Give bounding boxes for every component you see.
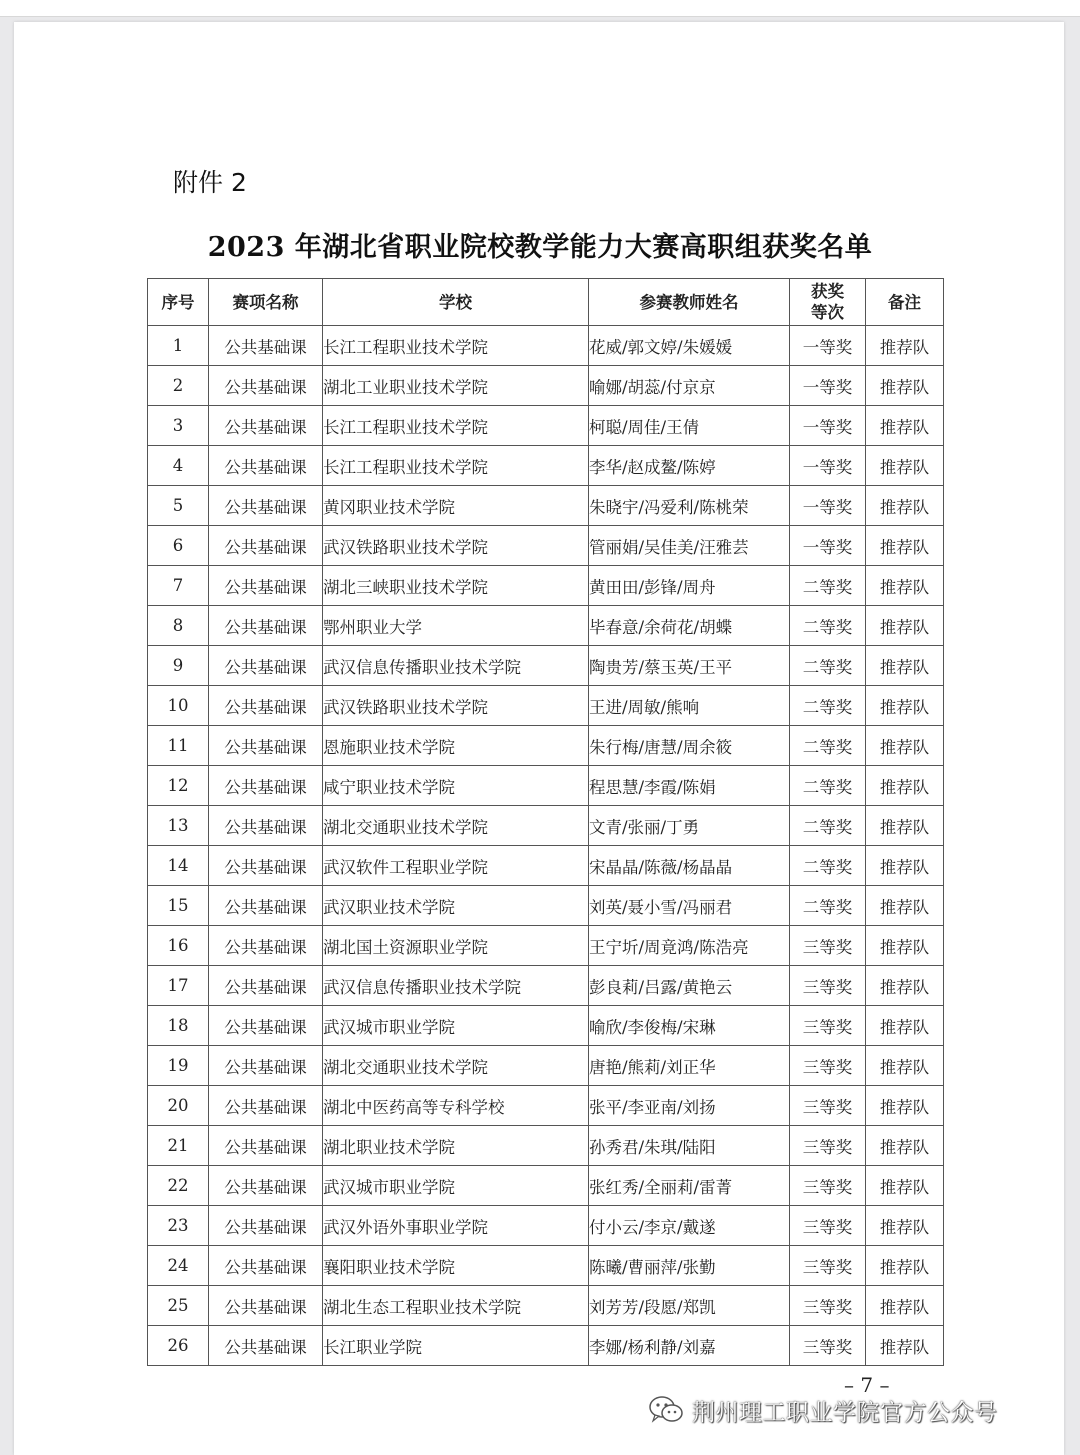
cell-teachers: 文青/张丽/丁勇	[589, 806, 790, 846]
cell-award: 一等奖	[790, 446, 866, 486]
document-title: 2023 年湖北省职业院校教学能力大赛高职组获奖名单	[207, 232, 873, 263]
cell-event: 公共基础课	[209, 1126, 323, 1166]
cell-no: 26	[148, 1326, 209, 1366]
cell-no: 2	[148, 366, 209, 406]
cell-school: 湖北生态工程职业技术学院	[323, 1286, 589, 1326]
cell-teachers: 宋晶晶/陈薇/杨晶晶	[589, 846, 790, 886]
cell-award: 三等奖	[790, 1166, 866, 1206]
cell-remark: 推荐队	[866, 1006, 944, 1046]
header-remark: 备注	[866, 279, 944, 326]
cell-award: 三等奖	[790, 1206, 866, 1246]
cell-remark: 推荐队	[866, 1046, 944, 1086]
cell-remark: 推荐队	[866, 1166, 944, 1206]
cell-award: 三等奖	[790, 1086, 866, 1126]
cell-remark: 推荐队	[866, 1246, 944, 1286]
cell-no: 8	[148, 606, 209, 646]
cell-teachers: 王进/周敏/熊响	[589, 686, 790, 726]
table-row	[148, 1326, 944, 1366]
table-row	[148, 1046, 944, 1086]
cell-event: 公共基础课	[209, 446, 323, 486]
table-row	[148, 1126, 944, 1166]
table-row	[148, 406, 944, 446]
cell-award: 三等奖	[790, 1326, 866, 1366]
cell-school: 武汉铁路职业技术学院	[323, 526, 589, 566]
cell-award: 三等奖	[790, 1126, 866, 1166]
cell-event: 公共基础课	[209, 1046, 323, 1086]
table-row	[148, 926, 944, 966]
cell-no: 3	[148, 406, 209, 446]
cell-remark: 推荐队	[866, 926, 944, 966]
cell-school: 湖北中医药高等专科学校	[323, 1086, 589, 1126]
cell-remark: 推荐队	[866, 1126, 944, 1166]
cell-no: 6	[148, 526, 209, 566]
cell-teachers: 李华/赵成鳌/陈婷	[589, 446, 790, 486]
header-award-line2: 等次	[811, 303, 844, 322]
cell-school: 鄂州职业大学	[323, 606, 589, 646]
cell-teachers: 付小云/李京/戴遂	[589, 1206, 790, 1246]
cell-remark: 推荐队	[866, 526, 944, 566]
annex-label: 附件 2	[173, 168, 247, 197]
header-event: 赛项名称	[209, 279, 323, 326]
table-row	[148, 766, 944, 806]
table-row	[148, 1166, 944, 1206]
cell-event: 公共基础课	[209, 726, 323, 766]
table-row	[148, 886, 944, 926]
cell-teachers: 程思慧/李霞/陈娟	[589, 766, 790, 806]
watermark	[648, 1390, 998, 1430]
cell-remark: 推荐队	[866, 406, 944, 446]
cell-school: 湖北三峡职业技术学院	[323, 566, 589, 606]
cell-no: 12	[148, 766, 209, 806]
cell-no: 20	[148, 1086, 209, 1126]
page-number: – 7 –	[844, 1373, 890, 1397]
cell-remark: 推荐队	[866, 1326, 944, 1366]
cell-school: 武汉职业技术学院	[323, 886, 589, 926]
cell-event: 公共基础课	[209, 766, 323, 806]
cell-teachers: 朱行梅/唐慧/周余筱	[589, 726, 790, 766]
cell-remark: 推荐队	[866, 606, 944, 646]
cell-remark: 推荐队	[866, 726, 944, 766]
cell-no: 16	[148, 926, 209, 966]
table-body	[148, 326, 944, 1366]
cell-event: 公共基础课	[209, 1206, 323, 1246]
cell-teachers: 柯聪/周佳/王倩	[589, 406, 790, 446]
table-row	[148, 1006, 944, 1046]
table-row	[148, 646, 944, 686]
cell-award: 三等奖	[790, 1246, 866, 1286]
cell-no: 19	[148, 1046, 209, 1086]
cell-remark: 推荐队	[866, 1286, 944, 1326]
cell-event: 公共基础课	[209, 686, 323, 726]
cell-teachers: 刘英/聂小雪/冯丽君	[589, 886, 790, 926]
cell-teachers: 张红秀/全丽莉/雷菁	[589, 1166, 790, 1206]
cell-school: 湖北职业技术学院	[323, 1126, 589, 1166]
cell-school: 武汉城市职业学院	[323, 1006, 589, 1046]
cell-school: 武汉铁路职业技术学院	[323, 686, 589, 726]
awards-table	[147, 278, 944, 1366]
header-teachers: 参赛教师姓名	[589, 279, 790, 326]
cell-event: 公共基础课	[209, 1326, 323, 1366]
cell-school: 长江工程职业技术学院	[323, 406, 589, 446]
cell-no: 23	[148, 1206, 209, 1246]
cell-teachers: 陶贵芳/蔡玉英/王平	[589, 646, 790, 686]
cell-event: 公共基础课	[209, 886, 323, 926]
cell-no: 21	[148, 1126, 209, 1166]
cell-remark: 推荐队	[866, 1206, 944, 1246]
cell-event: 公共基础课	[209, 606, 323, 646]
cell-remark: 推荐队	[866, 966, 944, 1006]
cell-remark: 推荐队	[866, 886, 944, 926]
cell-event: 公共基础课	[209, 806, 323, 846]
cell-no: 1	[148, 326, 209, 366]
top-strip	[0, 0, 1080, 17]
cell-award: 二等奖	[790, 646, 866, 686]
table-row	[148, 486, 944, 526]
cell-school: 长江工程职业技术学院	[323, 446, 589, 486]
cell-school: 长江工程职业技术学院	[323, 326, 589, 366]
table-row	[148, 566, 944, 606]
cell-teachers: 花威/郭文婷/朱媛媛	[589, 326, 790, 366]
table-row	[148, 526, 944, 566]
cell-event: 公共基础课	[209, 926, 323, 966]
cell-award: 一等奖	[790, 326, 866, 366]
cell-event: 公共基础课	[209, 1246, 323, 1286]
cell-remark: 推荐队	[866, 646, 944, 686]
cell-teachers: 朱晓宇/冯爱利/陈桃荣	[589, 486, 790, 526]
cell-event: 公共基础课	[209, 966, 323, 1006]
cell-award: 三等奖	[790, 1006, 866, 1046]
cell-teachers: 王宁圻/周竟鸿/陈浩亮	[589, 926, 790, 966]
cell-award: 三等奖	[790, 966, 866, 1006]
cell-award: 三等奖	[790, 926, 866, 966]
cell-award: 三等奖	[790, 1286, 866, 1326]
cell-award: 二等奖	[790, 686, 866, 726]
cell-teachers: 喻欣/李俊梅/宋琳	[589, 1006, 790, 1046]
cell-no: 9	[148, 646, 209, 686]
header-school: 学校	[323, 279, 589, 326]
cell-award: 二等奖	[790, 606, 866, 646]
cell-school: 咸宁职业技术学院	[323, 766, 589, 806]
cell-teachers: 彭良莉/吕露/黄艳云	[589, 966, 790, 1006]
cell-remark: 推荐队	[866, 806, 944, 846]
cell-event: 公共基础课	[209, 1006, 323, 1046]
cell-school: 湖北交通职业技术学院	[323, 806, 589, 846]
cell-no: 15	[148, 886, 209, 926]
cell-event: 公共基础课	[209, 566, 323, 606]
table-row	[148, 1206, 944, 1246]
cell-school: 湖北工业职业技术学院	[323, 366, 589, 406]
cell-teachers: 孙秀君/朱琪/陆阳	[589, 1126, 790, 1166]
cell-no: 24	[148, 1246, 209, 1286]
cell-remark: 推荐队	[866, 566, 944, 606]
cell-no: 13	[148, 806, 209, 846]
cell-remark: 推荐队	[866, 766, 944, 806]
table-row	[148, 966, 944, 1006]
cell-event: 公共基础课	[209, 1286, 323, 1326]
cell-event: 公共基础课	[209, 1166, 323, 1206]
cell-no: 25	[148, 1286, 209, 1326]
header-no: 序号	[148, 279, 209, 326]
cell-school: 湖北交通职业技术学院	[323, 1046, 589, 1086]
table-row	[148, 806, 944, 846]
cell-teachers: 张平/李亚南/刘扬	[589, 1086, 790, 1126]
wechat-icon	[648, 1395, 684, 1425]
cell-no: 22	[148, 1166, 209, 1206]
cell-event: 公共基础课	[209, 406, 323, 446]
cell-award: 二等奖	[790, 806, 866, 846]
cell-event: 公共基础课	[209, 326, 323, 366]
cell-school: 湖北国土资源职业学院	[323, 926, 589, 966]
cell-teachers: 刘芳芳/段愿/郑凯	[589, 1286, 790, 1326]
table-row	[148, 846, 944, 886]
cell-no: 11	[148, 726, 209, 766]
table-header-row	[148, 279, 944, 326]
cell-teachers: 陈曦/曹丽萍/张勤	[589, 1246, 790, 1286]
cell-no: 17	[148, 966, 209, 1006]
cell-remark: 推荐队	[866, 686, 944, 726]
cell-event: 公共基础课	[209, 1086, 323, 1126]
cell-event: 公共基础课	[209, 366, 323, 406]
table-row	[148, 326, 944, 366]
cell-teachers: 毕春意/余荷花/胡蝶	[589, 606, 790, 646]
cell-no: 14	[148, 846, 209, 886]
cell-no: 10	[148, 686, 209, 726]
cell-award: 二等奖	[790, 726, 866, 766]
cell-award: 二等奖	[790, 766, 866, 806]
cell-remark: 推荐队	[866, 486, 944, 526]
cell-award: 一等奖	[790, 526, 866, 566]
cell-teachers: 管丽娟/吴佳美/汪雅芸	[589, 526, 790, 566]
cell-award: 一等奖	[790, 366, 866, 406]
cell-event: 公共基础课	[209, 646, 323, 686]
cell-school: 黄冈职业技术学院	[323, 486, 589, 526]
cell-award: 一等奖	[790, 406, 866, 446]
cell-school: 武汉软件工程职业学院	[323, 846, 589, 886]
cell-school: 武汉信息传播职业技术学院	[323, 966, 589, 1006]
cell-school: 武汉外语外事职业学院	[323, 1206, 589, 1246]
cell-remark: 推荐队	[866, 1086, 944, 1126]
cell-award: 一等奖	[790, 486, 866, 526]
cell-award: 三等奖	[790, 1046, 866, 1086]
cell-remark: 推荐队	[866, 446, 944, 486]
table-row	[148, 1246, 944, 1286]
cell-teachers: 喻娜/胡蕊/付京京	[589, 366, 790, 406]
cell-award: 二等奖	[790, 566, 866, 606]
watermark-text: 荆州理工职业学院官方公众号	[692, 1399, 998, 1426]
table-row	[148, 1086, 944, 1126]
cell-remark: 推荐队	[866, 366, 944, 406]
cell-event: 公共基础课	[209, 846, 323, 886]
cell-school: 武汉城市职业学院	[323, 1166, 589, 1206]
cell-school: 恩施职业技术学院	[323, 726, 589, 766]
cell-school: 长江职业学院	[323, 1326, 589, 1366]
table-row	[148, 1286, 944, 1326]
cell-event: 公共基础课	[209, 486, 323, 526]
cell-award: 二等奖	[790, 846, 866, 886]
header-award-line1: 获奖	[811, 282, 844, 301]
cell-teachers: 唐艳/熊莉/刘正华	[589, 1046, 790, 1086]
table-row	[148, 446, 944, 486]
table-row	[148, 606, 944, 646]
cell-no: 5	[148, 486, 209, 526]
table-row	[148, 366, 944, 406]
table-row	[148, 686, 944, 726]
header-award	[790, 279, 866, 326]
cell-no: 18	[148, 1006, 209, 1046]
cell-teachers: 李娜/杨利静/刘嘉	[589, 1326, 790, 1366]
cell-school: 襄阳职业技术学院	[323, 1246, 589, 1286]
cell-no: 4	[148, 446, 209, 486]
cell-no: 7	[148, 566, 209, 606]
cell-school: 武汉信息传播职业技术学院	[323, 646, 589, 686]
cell-remark: 推荐队	[866, 846, 944, 886]
cell-teachers: 黄田田/彭锋/周舟	[589, 566, 790, 606]
cell-remark: 推荐队	[866, 326, 944, 366]
cell-award: 二等奖	[790, 886, 866, 926]
table-row	[148, 726, 944, 766]
cell-event: 公共基础课	[209, 526, 323, 566]
